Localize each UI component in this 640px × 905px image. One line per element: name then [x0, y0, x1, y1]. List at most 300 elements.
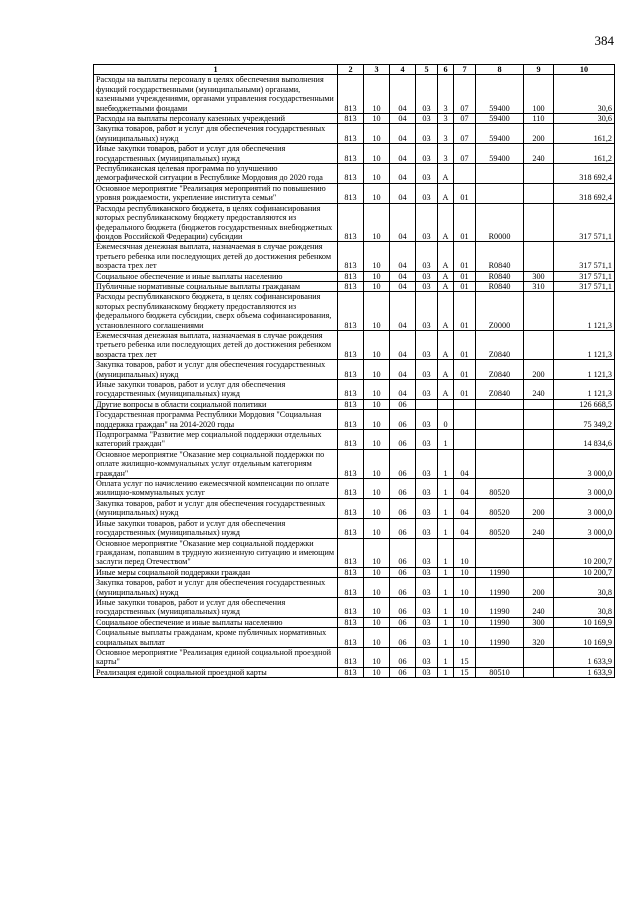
direction-cell: 80520: [476, 498, 524, 518]
table-row: [94, 518, 615, 538]
admin-code-cell: 813: [338, 628, 364, 648]
subsection-cell: 06: [390, 410, 416, 430]
program-cell: 03: [416, 281, 438, 291]
column-header: 2: [338, 65, 364, 75]
amount-cell: 318 692,4: [554, 164, 615, 184]
subprogram-cell: А: [438, 360, 454, 380]
section-cell: 10: [364, 360, 390, 380]
program-cell: 03: [416, 518, 438, 538]
subprogram-cell: 3: [438, 124, 454, 144]
amount-cell: 3 000,0: [554, 449, 615, 478]
program-cell: 03: [416, 628, 438, 648]
section-cell: 10: [364, 281, 390, 291]
amount-cell: 317 571,1: [554, 242, 615, 271]
section-cell: 10: [364, 183, 390, 203]
activity-cell: 04: [454, 518, 476, 538]
subsection-cell: 04: [390, 114, 416, 124]
admin-code-cell: 813: [338, 617, 364, 627]
table-row: [94, 380, 615, 400]
amount-cell: 10 169,9: [554, 617, 615, 627]
program-cell: 03: [416, 124, 438, 144]
activity-cell: 04: [454, 449, 476, 478]
program-cell: 03: [416, 667, 438, 677]
table-row: [94, 410, 615, 430]
subsection-cell: 06: [390, 597, 416, 617]
activity-cell: [454, 430, 476, 450]
activity-cell: [454, 399, 476, 409]
expense-type-cell: [524, 449, 554, 478]
program-cell: 03: [416, 183, 438, 203]
expense-type-cell: [524, 399, 554, 409]
activity-cell: [454, 164, 476, 184]
column-header: 7: [454, 65, 476, 75]
row-name-cell: Расходы республиканского бюджета, в целях софинансирования которых республиканскому бюджету предоставляются из федерального бюджета (бюджетов государственных внебюджетных фондов Российской Федерации) субсидии: [94, 203, 338, 242]
amount-cell: 1 121,3: [554, 360, 615, 380]
direction-cell: [476, 430, 524, 450]
expense-type-cell: 110: [524, 114, 554, 124]
program-cell: [416, 399, 438, 409]
direction-cell: 59400: [476, 75, 524, 114]
subsection-cell: 04: [390, 164, 416, 184]
expense-type-cell: 200: [524, 498, 554, 518]
subsection-cell: 04: [390, 124, 416, 144]
subprogram-cell: 1: [438, 617, 454, 627]
subprogram-cell: 3: [438, 114, 454, 124]
table-row: [94, 75, 615, 114]
expense-type-cell: 240: [524, 597, 554, 617]
row-name-cell: Социальное обеспечение и иные выплаты населению: [94, 271, 338, 281]
activity-cell: 01: [454, 203, 476, 242]
table-row: [94, 242, 615, 271]
section-cell: 10: [364, 242, 390, 271]
row-name-cell: Ежемесячная денежная выплата, назначаемая в случае рождения третьего ребенка или последующих детей до достижения ребенком возраста трех лет: [94, 242, 338, 271]
section-cell: 10: [364, 124, 390, 144]
expense-type-cell: 240: [524, 518, 554, 538]
table-row: [94, 667, 615, 677]
subprogram-cell: А: [438, 380, 454, 400]
subprogram-cell: 1: [438, 567, 454, 577]
activity-cell: 10: [454, 578, 476, 598]
table-row: [94, 281, 615, 291]
direction-cell: 80510: [476, 667, 524, 677]
row-name-cell: Расходы республиканского бюджета, в целях софинансирования которых республиканскому бюджету предоставляются из федерального бюджета субсидии, сверх объема софинансирования, установленного соглашениями: [94, 292, 338, 331]
activity-cell: 10: [454, 597, 476, 617]
table-row: [94, 399, 615, 409]
subsection-cell: 04: [390, 292, 416, 331]
row-name-cell: Основное мероприятие "Оказание мер социальной поддержки гражданам, попавшим в трудную жизненную ситуацию и имеющим заслуги перед Отечеством": [94, 538, 338, 567]
admin-code-cell: 813: [338, 399, 364, 409]
section-cell: 10: [364, 538, 390, 567]
amount-cell: 317 571,1: [554, 281, 615, 291]
column-header: 1: [94, 65, 338, 75]
direction-cell: Z0840: [476, 330, 524, 359]
subprogram-cell: 1: [438, 597, 454, 617]
amount-cell: 317 571,1: [554, 203, 615, 242]
row-name-cell: Закупка товаров, работ и услуг для обеспечения государственных (муниципальных) нужд: [94, 124, 338, 144]
table-row: [94, 430, 615, 450]
section-cell: 10: [364, 479, 390, 499]
amount-cell: 10 200,7: [554, 538, 615, 567]
admin-code-cell: 813: [338, 114, 364, 124]
row-name-cell: Иные закупки товаров, работ и услуг для обеспечения государственных (муниципальных) нужд: [94, 597, 338, 617]
column-header: 5: [416, 65, 438, 75]
row-name-cell: Иные закупки товаров, работ и услуг для обеспечения государственных (муниципальных) нужд: [94, 144, 338, 164]
direction-cell: 59400: [476, 114, 524, 124]
admin-code-cell: 813: [338, 360, 364, 380]
row-name-cell: Подпрограмма "Развитие мер социальной поддержки отдельных категорий граждан": [94, 430, 338, 450]
expense-type-cell: 200: [524, 124, 554, 144]
section-cell: 10: [364, 498, 390, 518]
amount-cell: 30,8: [554, 597, 615, 617]
column-header: 3: [364, 65, 390, 75]
admin-code-cell: 813: [338, 271, 364, 281]
direction-cell: [476, 410, 524, 430]
amount-cell: 1 121,3: [554, 292, 615, 331]
program-cell: 03: [416, 498, 438, 518]
table-row: [94, 330, 615, 359]
table-row: [94, 498, 615, 518]
admin-code-cell: 813: [338, 449, 364, 478]
program-cell: 03: [416, 538, 438, 567]
program-cell: 03: [416, 203, 438, 242]
direction-cell: R0840: [476, 242, 524, 271]
subprogram-cell: 1: [438, 498, 454, 518]
subsection-cell: 04: [390, 380, 416, 400]
expense-type-cell: [524, 183, 554, 203]
row-name-cell: Закупка товаров, работ и услуг для обеспечения государственных (муниципальных) нужд: [94, 498, 338, 518]
table-row: [94, 271, 615, 281]
admin-code-cell: 813: [338, 292, 364, 331]
admin-code-cell: 813: [338, 124, 364, 144]
program-cell: 03: [416, 578, 438, 598]
section-cell: 10: [364, 164, 390, 184]
table-row: [94, 164, 615, 184]
activity-cell: 01: [454, 380, 476, 400]
row-name-cell: Закупка товаров, работ и услуг для обеспечения государственных (муниципальных) нужд: [94, 360, 338, 380]
activity-cell: 10: [454, 567, 476, 577]
expense-type-cell: [524, 242, 554, 271]
section-cell: 10: [364, 399, 390, 409]
expense-type-cell: 200: [524, 360, 554, 380]
expense-type-cell: 320: [524, 628, 554, 648]
table-row: [94, 628, 615, 648]
subprogram-cell: А: [438, 292, 454, 331]
subprogram-cell: 1: [438, 538, 454, 567]
section-cell: 10: [364, 380, 390, 400]
direction-cell: R0840: [476, 271, 524, 281]
table-row: [94, 538, 615, 567]
table-row: [94, 567, 615, 577]
admin-code-cell: 813: [338, 144, 364, 164]
admin-code-cell: 813: [338, 667, 364, 677]
program-cell: 03: [416, 144, 438, 164]
table-row: [94, 114, 615, 124]
row-name-cell: Иные закупки товаров, работ и услуг для обеспечения государственных (муниципальных) нужд: [94, 518, 338, 538]
section-cell: 10: [364, 617, 390, 627]
row-name-cell: Основное мероприятие "Реализация мероприятий по повышению уровня рождаемости, укрепление института семьи": [94, 183, 338, 203]
subsection-cell: 06: [390, 449, 416, 478]
subprogram-cell: 1: [438, 647, 454, 667]
subprogram-cell: 3: [438, 75, 454, 114]
row-name-cell: Расходы на выплаты персоналу в целях обеспечения выполнения функций государственными (муниципальными) органами, казенными учреждениями, органами управления государственными внебюджетными фондами: [94, 75, 338, 114]
amount-cell: 1 121,3: [554, 330, 615, 359]
subsection-cell: 04: [390, 183, 416, 203]
subprogram-cell: 1: [438, 479, 454, 499]
subsection-cell: 06: [390, 667, 416, 677]
program-cell: 03: [416, 449, 438, 478]
program-cell: 03: [416, 242, 438, 271]
row-name-cell: Иные закупки товаров, работ и услуг для обеспечения государственных (муниципальных) нужд: [94, 380, 338, 400]
row-name-cell: Республиканская целевая программа по улучшению демографической ситуации в Республике Мордовия до 2020 года: [94, 164, 338, 184]
activity-cell: 04: [454, 479, 476, 499]
activity-cell: 10: [454, 628, 476, 648]
column-header: 10: [554, 65, 615, 75]
activity-cell: 01: [454, 292, 476, 331]
direction-cell: 80520: [476, 479, 524, 499]
admin-code-cell: 813: [338, 647, 364, 667]
subsection-cell: 04: [390, 281, 416, 291]
table-row: [94, 360, 615, 380]
subprogram-cell: 1: [438, 449, 454, 478]
expense-type-cell: 100: [524, 75, 554, 114]
row-name-cell: Государственная программа Республики Мордовия "Социальная поддержка граждан" на 2014-2020 годы: [94, 410, 338, 430]
direction-cell: [476, 538, 524, 567]
activity-cell: 01: [454, 271, 476, 281]
table-row: [94, 647, 615, 667]
subprogram-cell: А: [438, 281, 454, 291]
subsection-cell: 06: [390, 647, 416, 667]
section-cell: 10: [364, 75, 390, 114]
admin-code-cell: 813: [338, 597, 364, 617]
amount-cell: 30,6: [554, 75, 615, 114]
program-cell: 03: [416, 380, 438, 400]
expense-type-cell: [524, 292, 554, 331]
direction-cell: 11990: [476, 597, 524, 617]
subsection-cell: 04: [390, 75, 416, 114]
activity-cell: 01: [454, 330, 476, 359]
activity-cell: 01: [454, 242, 476, 271]
subsection-cell: 06: [390, 498, 416, 518]
subprogram-cell: 1: [438, 578, 454, 598]
amount-cell: 1 121,3: [554, 380, 615, 400]
expense-type-cell: [524, 410, 554, 430]
activity-cell: 01: [454, 360, 476, 380]
direction-cell: 11990: [476, 567, 524, 577]
section-cell: 10: [364, 410, 390, 430]
section-cell: 10: [364, 271, 390, 281]
admin-code-cell: 813: [338, 498, 364, 518]
row-name-cell: Социальные выплаты гражданам, кроме публичных нормативных социальных выплат: [94, 628, 338, 648]
direction-cell: [476, 399, 524, 409]
section-cell: 10: [364, 449, 390, 478]
program-cell: 03: [416, 430, 438, 450]
section-cell: 10: [364, 647, 390, 667]
table-row: [94, 124, 615, 144]
amount-cell: 10 200,7: [554, 567, 615, 577]
expense-type-cell: [524, 567, 554, 577]
subprogram-cell: А: [438, 183, 454, 203]
subsection-cell: 04: [390, 144, 416, 164]
direction-cell: 59400: [476, 144, 524, 164]
amount-cell: 1 633,9: [554, 667, 615, 677]
table-row: [94, 183, 615, 203]
section-cell: 10: [364, 203, 390, 242]
admin-code-cell: 813: [338, 75, 364, 114]
budget-table: [93, 64, 615, 678]
direction-cell: 11990: [476, 628, 524, 648]
amount-cell: 318 692,4: [554, 183, 615, 203]
direction-cell: Z0840: [476, 380, 524, 400]
activity-cell: 07: [454, 75, 476, 114]
row-name-cell: Ежемесячная денежная выплата, назначаемая в случае рождения третьего ребенка или последующих детей до достижения ребенком возраста трех лет: [94, 330, 338, 359]
subprogram-cell: А: [438, 203, 454, 242]
table-row: [94, 578, 615, 598]
subprogram-cell: А: [438, 242, 454, 271]
admin-code-cell: 813: [338, 164, 364, 184]
table-row: [94, 597, 615, 617]
direction-cell: [476, 183, 524, 203]
program-cell: 03: [416, 164, 438, 184]
amount-cell: 161,2: [554, 124, 615, 144]
section-cell: 10: [364, 567, 390, 577]
direction-cell: Z0840: [476, 360, 524, 380]
subsection-cell: 04: [390, 360, 416, 380]
subprogram-cell: 0: [438, 410, 454, 430]
section-cell: 10: [364, 430, 390, 450]
direction-cell: 59400: [476, 124, 524, 144]
expense-type-cell: 240: [524, 144, 554, 164]
row-name-cell: Оплата услуг по начислению ежемесячной компенсации по оплате жилищно-коммунальных услуг: [94, 479, 338, 499]
section-cell: 10: [364, 628, 390, 648]
amount-cell: 14 834,6: [554, 430, 615, 450]
expense-type-cell: 310: [524, 281, 554, 291]
program-cell: 03: [416, 271, 438, 281]
amount-cell: 161,2: [554, 144, 615, 164]
expense-type-cell: [524, 647, 554, 667]
expense-type-cell: [524, 538, 554, 567]
program-cell: 03: [416, 597, 438, 617]
activity-cell: 10: [454, 617, 476, 627]
section-cell: 10: [364, 114, 390, 124]
program-cell: 03: [416, 330, 438, 359]
row-name-cell: Основное мероприятие "Реализация единой социальной проездной карты": [94, 647, 338, 667]
program-cell: 03: [416, 647, 438, 667]
subsection-cell: 04: [390, 271, 416, 281]
admin-code-cell: 813: [338, 380, 364, 400]
subsection-cell: 04: [390, 203, 416, 242]
section-cell: 10: [364, 578, 390, 598]
row-name-cell: Социальное обеспечение и иные выплаты населению: [94, 617, 338, 627]
table-row: [94, 144, 615, 164]
activity-cell: 07: [454, 124, 476, 144]
activity-cell: 07: [454, 144, 476, 164]
direction-cell: R0000: [476, 203, 524, 242]
subprogram-cell: А: [438, 271, 454, 281]
admin-code-cell: 813: [338, 518, 364, 538]
subprogram-cell: А: [438, 164, 454, 184]
expense-type-cell: [524, 164, 554, 184]
direction-cell: [476, 164, 524, 184]
row-name-cell: Другие вопросы в области социальной политики: [94, 399, 338, 409]
program-cell: 03: [416, 479, 438, 499]
amount-cell: 75 349,2: [554, 410, 615, 430]
subsection-cell: 06: [390, 479, 416, 499]
program-cell: 03: [416, 114, 438, 124]
expense-type-cell: [524, 430, 554, 450]
table-row: [94, 449, 615, 478]
amount-cell: 1 633,9: [554, 647, 615, 667]
row-name-cell: Закупка товаров, работ и услуг для обеспечения государственных (муниципальных) нужд: [94, 578, 338, 598]
subprogram-cell: 1: [438, 628, 454, 648]
row-name-cell: Расходы на выплаты персоналу казенных учреждений: [94, 114, 338, 124]
expense-type-cell: [524, 330, 554, 359]
activity-cell: 01: [454, 281, 476, 291]
section-cell: 10: [364, 518, 390, 538]
subprogram-cell: [438, 399, 454, 409]
amount-cell: 3 000,0: [554, 518, 615, 538]
subsection-cell: 06: [390, 399, 416, 409]
expense-type-cell: 240: [524, 380, 554, 400]
subprogram-cell: А: [438, 330, 454, 359]
expense-type-cell: [524, 203, 554, 242]
direction-cell: 11990: [476, 578, 524, 598]
section-cell: 10: [364, 144, 390, 164]
activity-cell: 01: [454, 183, 476, 203]
amount-cell: 317 571,1: [554, 271, 615, 281]
admin-code-cell: 813: [338, 538, 364, 567]
activity-cell: 07: [454, 114, 476, 124]
activity-cell: 04: [454, 498, 476, 518]
program-cell: 03: [416, 292, 438, 331]
activity-cell: 15: [454, 667, 476, 677]
section-cell: 10: [364, 597, 390, 617]
section-cell: 10: [364, 667, 390, 677]
section-cell: 10: [364, 292, 390, 331]
amount-cell: 126 668,5: [554, 399, 615, 409]
table-row: [94, 203, 615, 242]
admin-code-cell: 813: [338, 567, 364, 577]
program-cell: 03: [416, 567, 438, 577]
column-header: 8: [476, 65, 524, 75]
subprogram-cell: 1: [438, 667, 454, 677]
expense-type-cell: 200: [524, 578, 554, 598]
direction-cell: [476, 647, 524, 667]
subsection-cell: 06: [390, 567, 416, 577]
subsection-cell: 06: [390, 628, 416, 648]
expense-type-cell: [524, 667, 554, 677]
table-row: [94, 292, 615, 331]
section-cell: 10: [364, 330, 390, 359]
column-header: 6: [438, 65, 454, 75]
column-header: 9: [524, 65, 554, 75]
direction-cell: 80520: [476, 518, 524, 538]
column-header: 4: [390, 65, 416, 75]
row-name-cell: Реализация единой социальной проездной карты: [94, 667, 338, 677]
table-row: [94, 479, 615, 499]
program-cell: 03: [416, 617, 438, 627]
direction-cell: [476, 449, 524, 478]
direction-cell: Z0000: [476, 292, 524, 331]
admin-code-cell: 813: [338, 242, 364, 271]
subprogram-cell: 3: [438, 144, 454, 164]
direction-cell: 11990: [476, 617, 524, 627]
subprogram-cell: 1: [438, 430, 454, 450]
admin-code-cell: 813: [338, 183, 364, 203]
admin-code-cell: 813: [338, 330, 364, 359]
expense-type-cell: 300: [524, 271, 554, 281]
program-cell: 03: [416, 360, 438, 380]
subsection-cell: 06: [390, 430, 416, 450]
